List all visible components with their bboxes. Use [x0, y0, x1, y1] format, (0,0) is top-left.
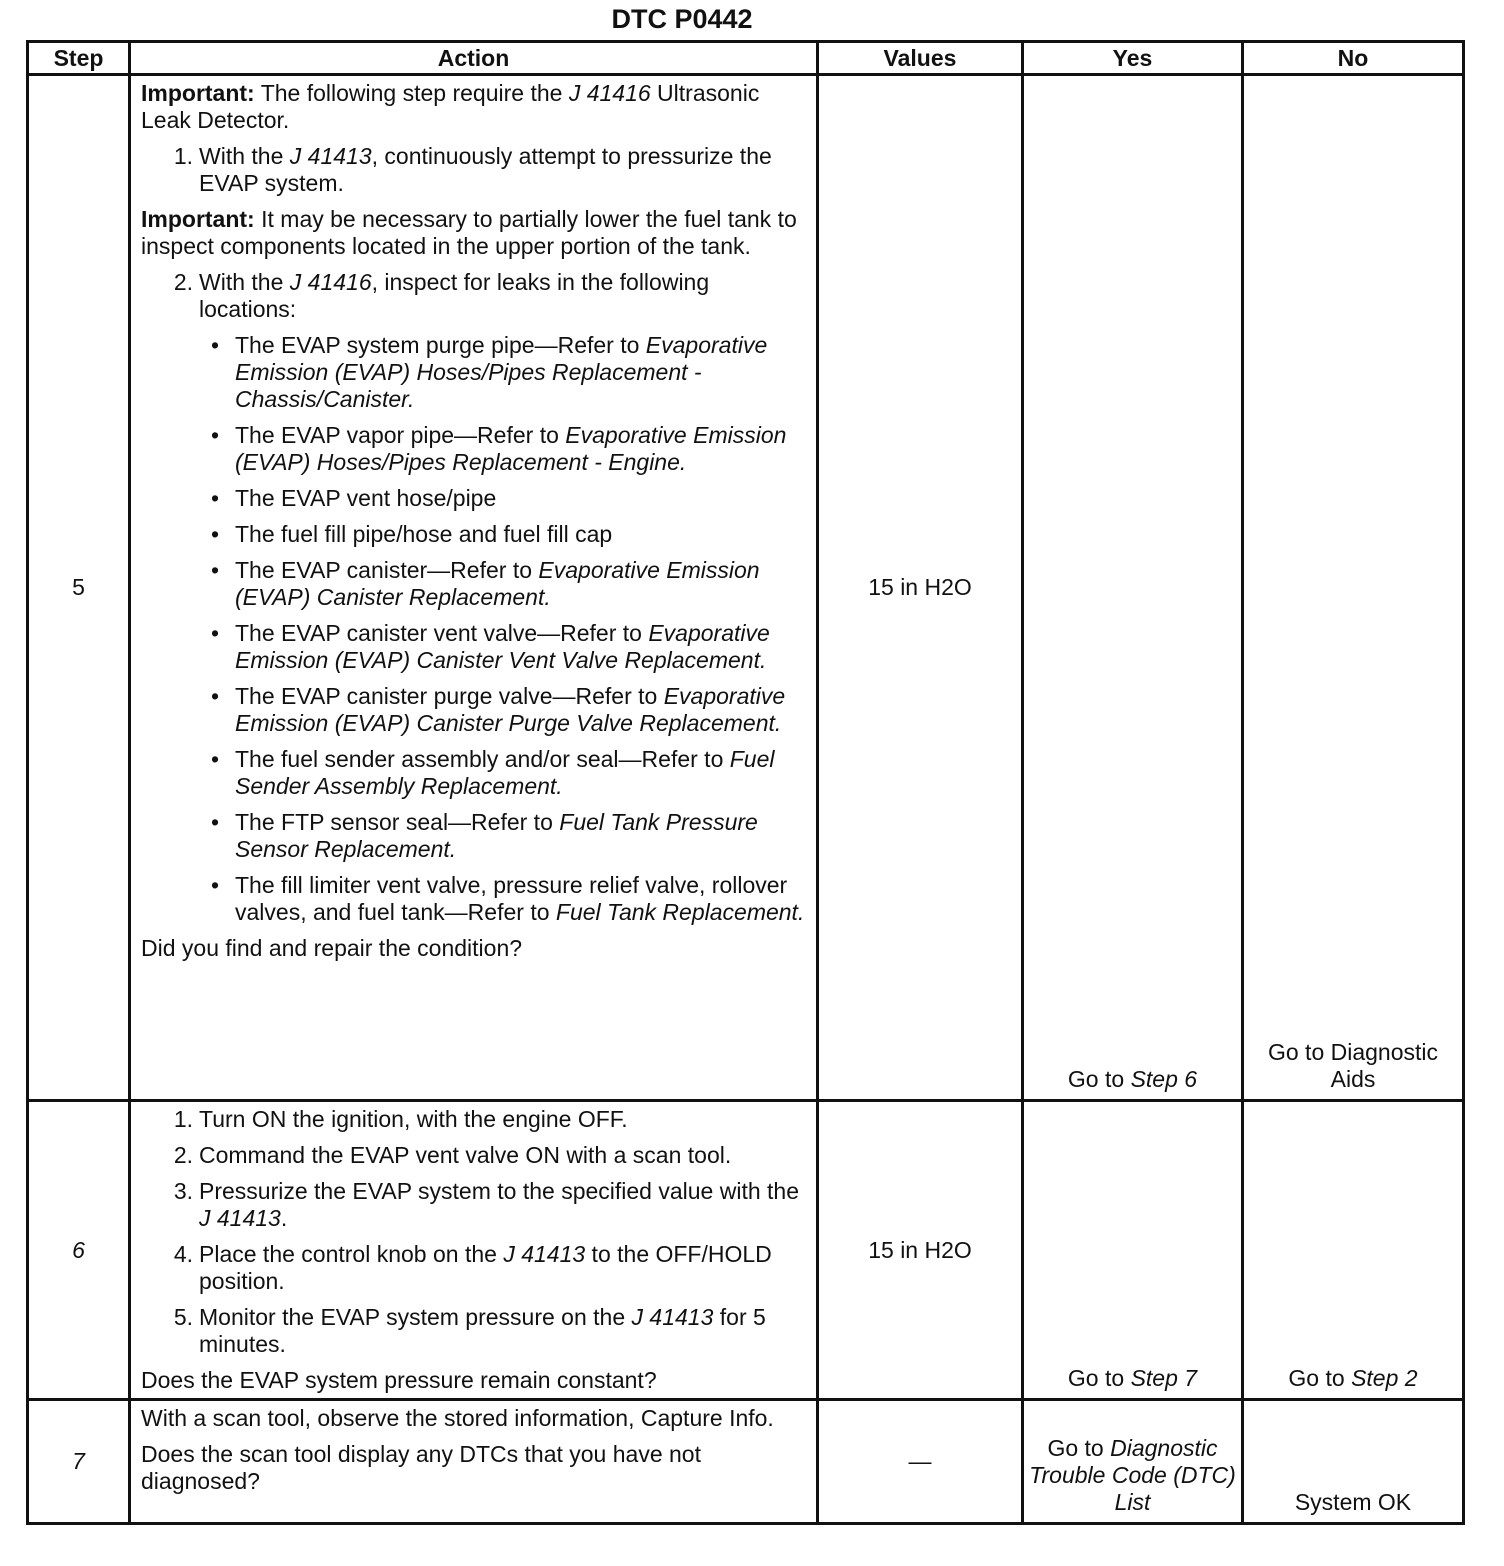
list-item: • The fuel sender assembly and/or seal—Refer to Fuel Sender Assembly Replacement.: [211, 746, 775, 799]
goto-step-6-link[interactable]: Step 6: [1130, 1066, 1198, 1092]
list-item: • The EVAP canister—Refer to Evaporative Emission (EVAP) Canister Replacement.: [211, 557, 760, 610]
header-action: Action: [130, 42, 818, 75]
list-item: • The EVAP canister vent valve—Refer to Evaporative Emission (EVAP) Canister Vent Valve Replacement.: [211, 620, 770, 673]
bullet-icon: •: [211, 332, 220, 358]
bullet-icon: •: [211, 872, 220, 898]
important-note: Important: It may be necessary to partially lower the fuel tank to inspect components located in the upper portion of the tank.: [141, 206, 797, 259]
list-item: • The EVAP canister purge valve—Refer to Evaporative Emission (EVAP) Canister Purge Valve Replacement.: [211, 683, 786, 736]
dtc-table: [26, 40, 1465, 1525]
bullet-icon: •: [211, 557, 220, 583]
list-item: • The fill limiter vent valve, pressure relief valve, rollover valves, and fuel tank—Refer to Fuel Tank Replacement.: [211, 872, 805, 925]
bullet-icon: •: [211, 521, 220, 547]
list-item: 2. Command the EVAP vent valve ON with a scan tool.: [173, 1142, 732, 1168]
table-row-step-5: [28, 75, 1464, 1101]
list-item: 4. Place the control knob on the J 41413 to the OFF/HOLD position.: [173, 1241, 772, 1294]
list-item: • The EVAP vent hose/pipe: [211, 485, 497, 511]
header-row: [28, 42, 1464, 75]
list-item: 3. Pressurize the EVAP system to the specified value with the J 41413.: [173, 1178, 799, 1231]
step-list: [141, 269, 808, 926]
bullet-icon: •: [211, 620, 220, 646]
yes-cell: Go to Diagnostic Trouble Code (DTC) List: [1023, 1400, 1243, 1524]
step-list: [141, 143, 808, 197]
action-cell: [130, 75, 818, 1101]
reference-link[interactable]: Fuel Tank Replacement.: [555, 899, 805, 925]
location-list: [199, 332, 808, 926]
step-number: 7: [28, 1400, 130, 1524]
header-yes: Yes: [1023, 42, 1243, 75]
step-number: 6: [28, 1101, 130, 1400]
goto-dtc-list-link[interactable]: Diagnostic Trouble Code (DTC) List: [1029, 1435, 1236, 1515]
step-number: 5: [28, 75, 130, 1101]
list-item: 1. With the J 41413, continuously attempt to pressurize the EVAP system.: [173, 143, 772, 196]
bullet-icon: •: [211, 485, 220, 511]
goto-step-7-link[interactable]: Step 7: [1130, 1365, 1198, 1391]
tool-ref: J 41416: [568, 80, 651, 106]
bullet-icon: •: [211, 422, 220, 448]
tool-ref: J 41413: [631, 1304, 714, 1330]
list-item: 5. Monitor the EVAP system pressure on the J 41413 for 5 minutes.: [173, 1304, 766, 1357]
goto-step-2-link[interactable]: Step 2: [1351, 1365, 1418, 1391]
reference-link[interactable]: Fuel Sender Assembly Replacement.: [235, 746, 775, 799]
action-cell: [130, 1400, 818, 1524]
table-row-step-7: [28, 1400, 1464, 1524]
yes-cell: Go to Step 7: [1023, 1101, 1243, 1400]
list-item: • The EVAP vapor pipe—Refer to Evaporative Emission (EVAP) Hoses/Pipes Replacement - Engine.: [211, 422, 787, 475]
bullet-icon: •: [211, 683, 220, 709]
list-item: 1. Turn ON the ignition, with the engine OFF.: [173, 1106, 628, 1132]
bullet-icon: •: [211, 746, 220, 772]
tool-ref: J 41413: [289, 143, 372, 169]
important-note: Important: The following step require the J 41416 Ultrasonic Leak Detector.: [141, 80, 760, 133]
reference-link[interactable]: Evaporative Emission (EVAP) Canister Purge Valve Replacement.: [235, 683, 786, 736]
reference-link[interactable]: Evaporative Emission (EVAP) Hoses/Pipes Replacement - Chassis/Canister.: [235, 332, 768, 412]
document-title: DTC P0442: [611, 4, 753, 34]
question: Does the EVAP system pressure remain constant?: [141, 1367, 657, 1393]
no-cell: Go to Step 2: [1243, 1101, 1464, 1400]
no-cell: [1243, 75, 1464, 1101]
tool-ref: J 41416: [289, 269, 372, 295]
no-cell: System OK: [1243, 1400, 1464, 1524]
reference-link[interactable]: Fuel Tank Pressure Sensor Replacement.: [235, 809, 758, 862]
reference-link[interactable]: Evaporative Emission (EVAP) Canister Vent Valve Replacement.: [235, 620, 770, 673]
question: Does the scan tool display any DTCs that you have not diagnosed?: [141, 1441, 701, 1494]
header-values: Values: [818, 42, 1023, 75]
header-step: Step: [28, 42, 130, 75]
goto-diagnostic-aids-link[interactable]: Go to Diagnostic Aids: [1267, 1039, 1439, 1092]
table-row-step-6: [28, 1101, 1464, 1400]
instruction: With a scan tool, observe the stored information, Capture Info.: [141, 1405, 774, 1431]
reference-link[interactable]: Evaporative Emission (EVAP) Hoses/Pipes Replacement - Engine.: [235, 422, 787, 475]
values-cell: —: [818, 1400, 1023, 1524]
list-item: • The fuel fill pipe/hose and fuel fill cap: [211, 521, 613, 547]
yes-cell: Go to Step 6: [1023, 75, 1243, 1101]
list-item: • The EVAP system purge pipe—Refer to Evaporative Emission (EVAP) Hoses/Pipes Replacement - Chassis/Canister.: [211, 332, 768, 412]
tool-ref: J 41413: [503, 1241, 586, 1267]
values-cell: 15 in H2O: [818, 1101, 1023, 1400]
tool-ref: J 41413: [199, 1205, 281, 1231]
header-no: No: [1243, 42, 1464, 75]
list-item: 2. With the J 41416, inspect for leaks in the following locations: • The EVAP system purge pipe—Refer to Evaporative Emission (EVAP) Hoses/Pipes Replacement - Chassis/Canister. • The EVAP vapor pipe—Refer to Evaporative Emission (EVAP) Hoses/Pipes Replacement - Engine. • The EVAP vent hose/pipe • The fuel fill pipe/hose and fuel fill cap • The EVAP canister—Refer to Evaporative Emission (EVAP) Canister Replacement. • The EVAP canister vent valve—Refer to Evaporative Emission (EVAP) Canister Vent Valve Replacement. • The EVAP canister purge valve—Refer to Evaporative Emission (EVAP) Canister Purge Valve Replacement. • The fuel sender assembly and/or seal—Refer to Fuel Sender Assembly Replacement. • The FTP sensor seal—Refer to Fuel Tank Pressure Sensor Replacement. • The fill limiter vent valve, pressure relief valve, rollover valves, and fuel tank—Refer to Fuel Tank Replacement.: [141, 269, 808, 926]
values-cell: 15 in H2O: [818, 75, 1023, 1101]
bullet-icon: •: [211, 809, 220, 835]
question: Did you find and repair the condition?: [141, 935, 523, 961]
step-list: [141, 1106, 808, 1358]
reference-link[interactable]: Evaporative Emission (EVAP) Canister Replacement.: [235, 557, 760, 610]
action-cell: [130, 1101, 818, 1400]
list-item: • The FTP sensor seal—Refer to Fuel Tank Pressure Sensor Replacement.: [211, 809, 758, 862]
